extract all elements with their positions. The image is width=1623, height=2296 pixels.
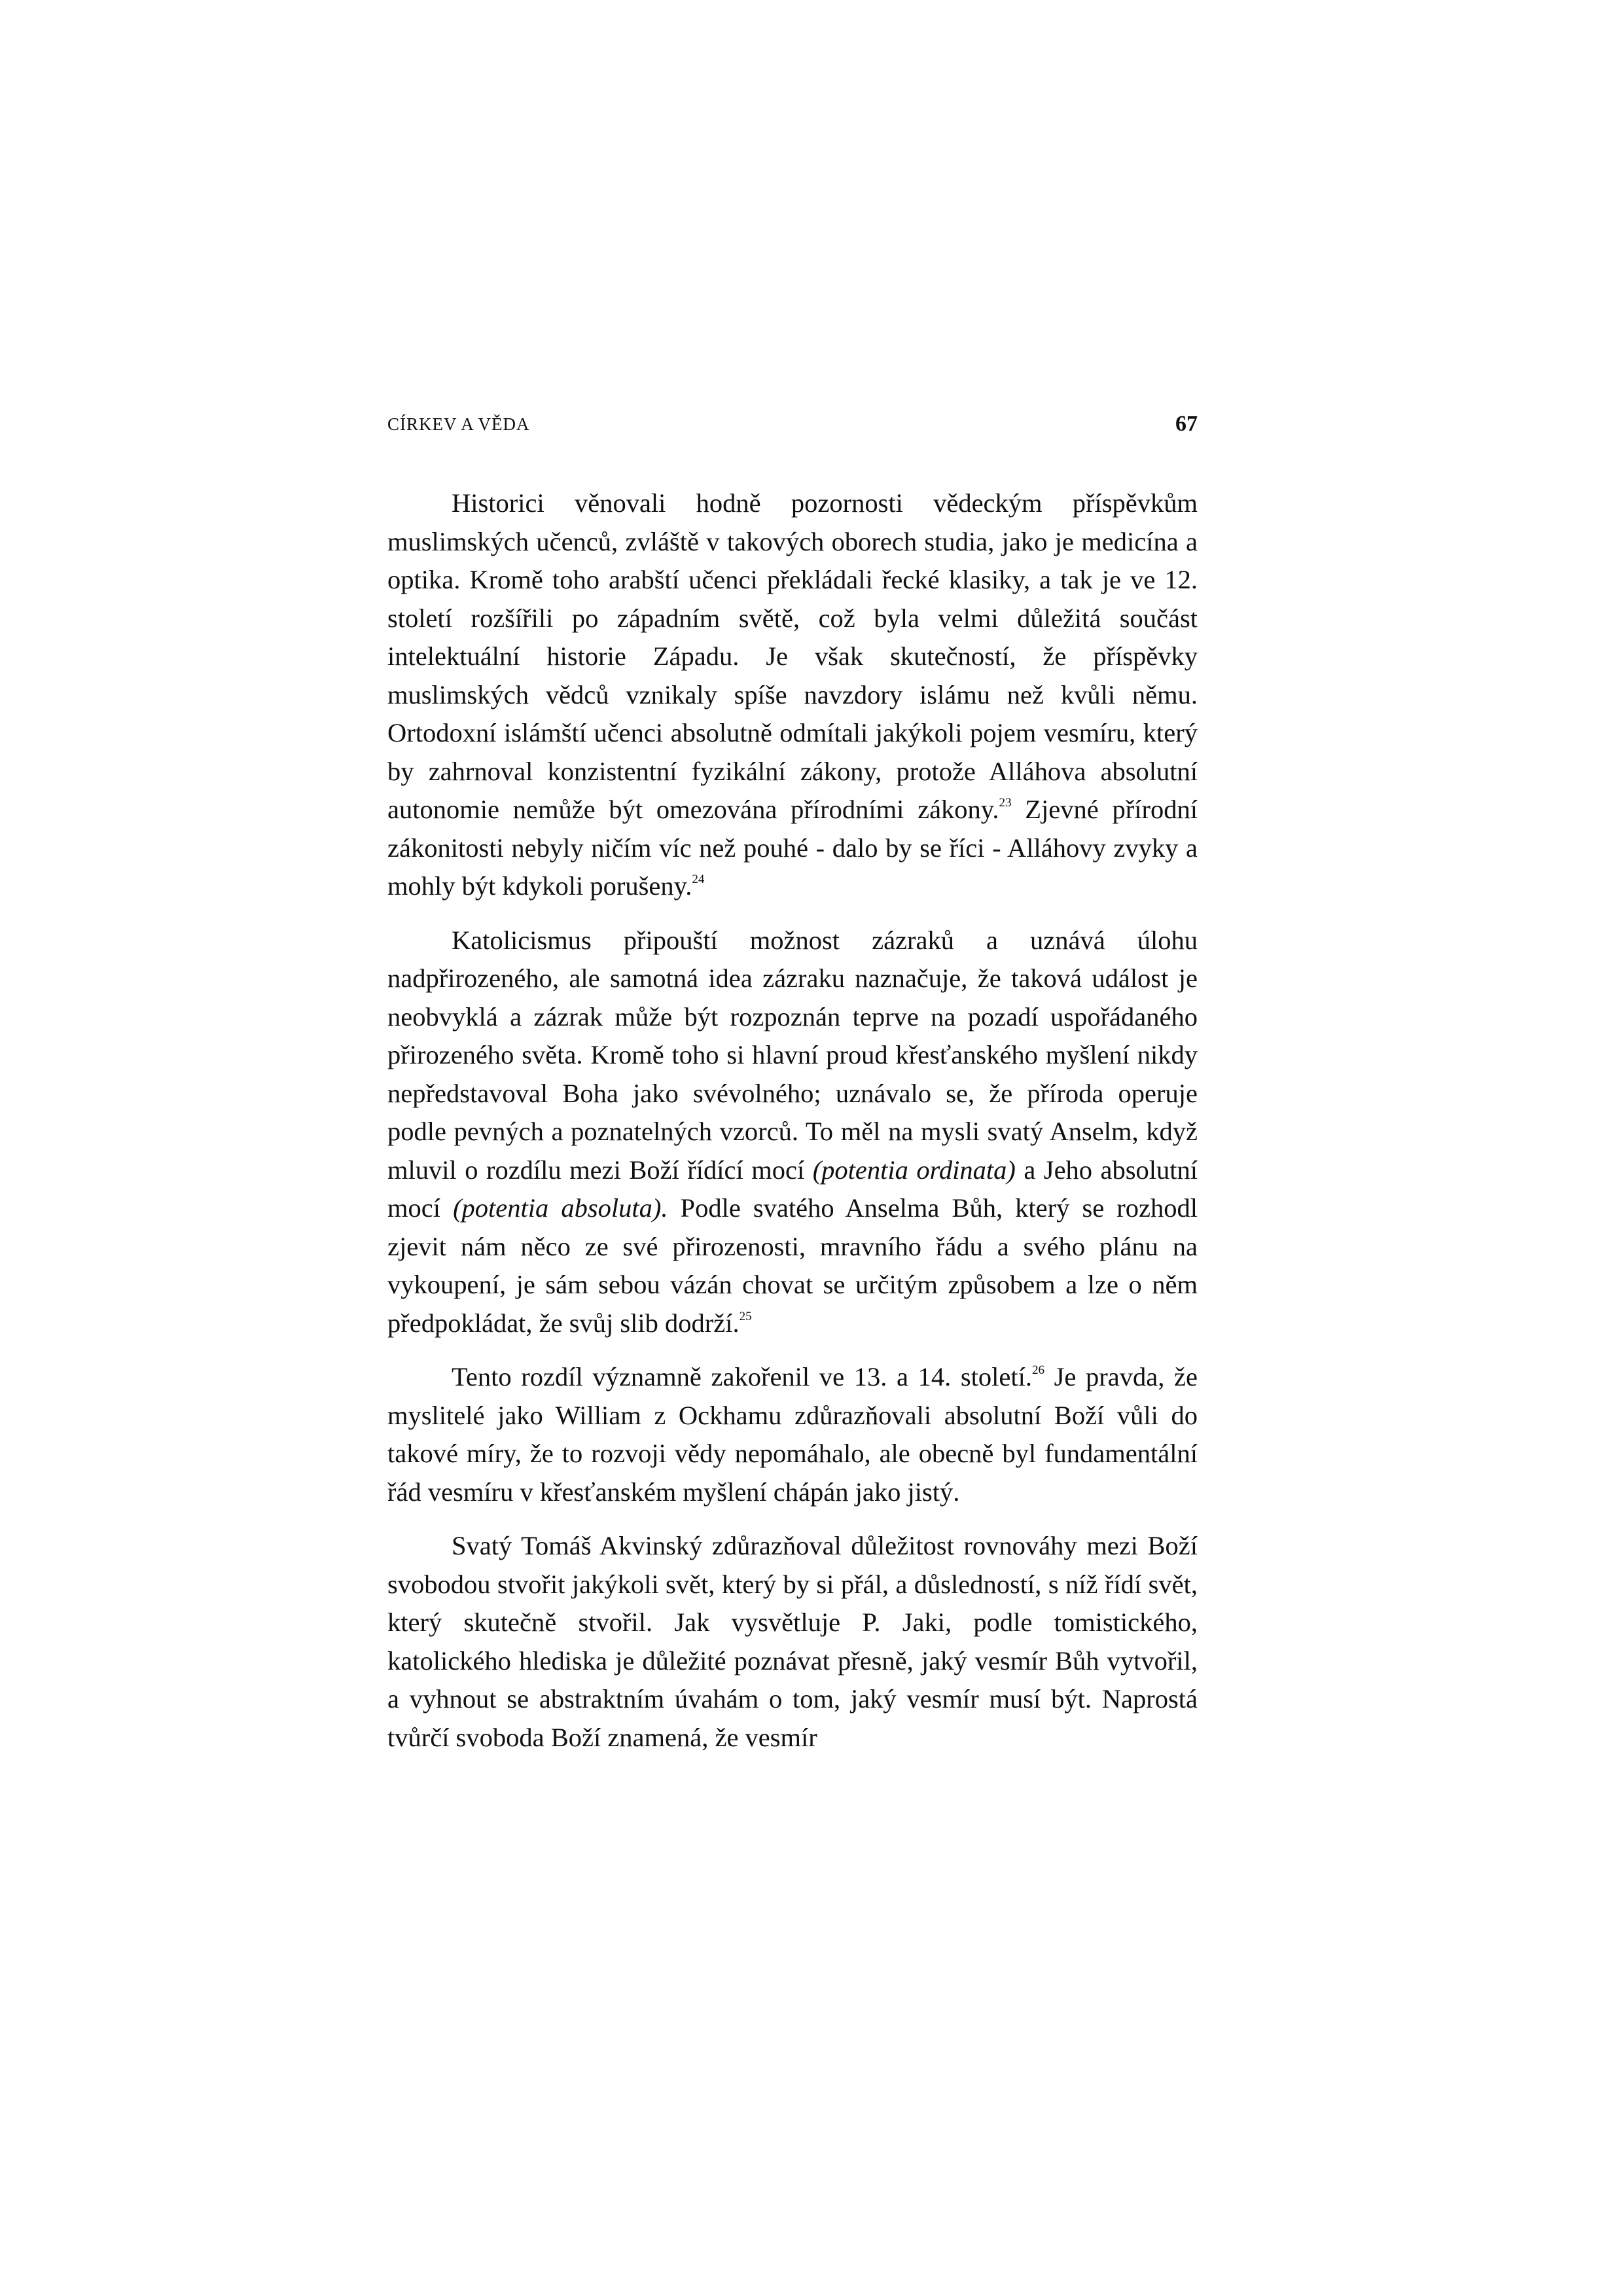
paragraph-text: Zjevné přírodní zákonitosti nebyly ničím víc než pouhé - dalo by se říci - Alláhovy zvyky a mohly být kdykoli porušeny. xyxy=(387,795,1198,901)
paragraph-1 xyxy=(387,484,1198,906)
footnote-ref: 25 xyxy=(739,1309,752,1323)
footnote-ref: 26 xyxy=(1032,1363,1045,1377)
footnote-ref: 23 xyxy=(999,796,1012,810)
paragraph-text: Svatý Tomáš Akvinský zdůrazňoval důležitost rovnováhy mezi Boží svobodou stvořit jakýkoli svět, který by si přál, a důsledností, s níž řídí svět, který skutečně stvořil. Jak vysvětluje P. Jaki, podle tomistického, katolického hlediska je důležité poznávat přesně, jaký vesmír Bůh vytvořil, a vyhnout se abstraktním úvahám o tom, jaký vesmír musí být. Naprostá tvůrčí svoboda Boží znamená, že vesmír xyxy=(387,1531,1198,1752)
latin-term: (potentia ordinata) xyxy=(812,1155,1016,1185)
page-number: 67 xyxy=(1175,412,1198,436)
running-header xyxy=(387,411,1198,437)
paragraph-text: Tento rozdíl významně zakořenil ve 13. a 14. století. xyxy=(452,1362,1033,1391)
footnote-ref: 24 xyxy=(692,872,705,886)
paragraph-3 xyxy=(387,1358,1198,1511)
paragraph-text: Je pravda, že myslitelé jako William z Ockhamu zdůrazňovali absolutní Boží vůli do takové míry, že to rozvoji vědy nepomáhalo, ale obecně byl fundamentální řád vesmíru v křesťanském myšlení chápán jako jistý. xyxy=(387,1362,1198,1507)
paragraph-text: Historici věnovali hodně pozornosti vědeckým příspěvkům muslimských učenců, zvláště v takových oborech studia, jako je medicína a optika. Kromě toho arabští učenci překládali řecké klasiky, a tak je ve 12. století rozšířili po západním světě, což byla velmi důležitá součást intelektuální historie Západu. Je však skutečností, že příspěvky muslimských vědců vznikaly spíše navzdory islámu než kvůli němu. Ortodoxní islámští učenci absolutně odmítali jakýkoli pojem vesmíru, který by zahrnoval konzistentní fyzikální zákony, protože Alláhova absolutní autonomie nemůže být omezována přírodními zákony. xyxy=(387,488,1198,824)
paragraph-4 xyxy=(387,1527,1198,1757)
paragraph-text: Podle svatého Anselma Bůh, který se rozhodl zjevit nám něco ze své přirozenosti, mravního řádu a svého plánu na vykoupení, je sám sebou vázán chovat se určitým způsobem a lze o něm předpokládat, že svůj slib dodrží. xyxy=(387,1193,1198,1338)
latin-term: (potentia absoluta). xyxy=(453,1193,668,1223)
paragraph-text: Katolicismus připouští možnost zázraků a uznává úlohu nadpřirozeného, ale samotná idea zázraku naznačuje, že taková událost je neobvyklá a zázrak může být rozpoznán teprve na pozadí uspořádaného přirozeného světa. Kromě toho si hlavní proud křesťanského myšlení nikdy nepředstavoval Boha jako svévolného; uznávalo se, že příroda operuje podle pevných a poznatelných vzorců. To měl na mysli svatý Anselm, když mluvil o rozdílu mezi Boží řídící mocí xyxy=(387,925,1198,1185)
running-title: CÍRKEV A VĚDA xyxy=(387,414,530,434)
paragraph-text: a Jeho absolutní mocí xyxy=(387,1155,1198,1223)
body-text xyxy=(387,484,1198,1772)
paragraph-2 xyxy=(387,922,1198,1343)
